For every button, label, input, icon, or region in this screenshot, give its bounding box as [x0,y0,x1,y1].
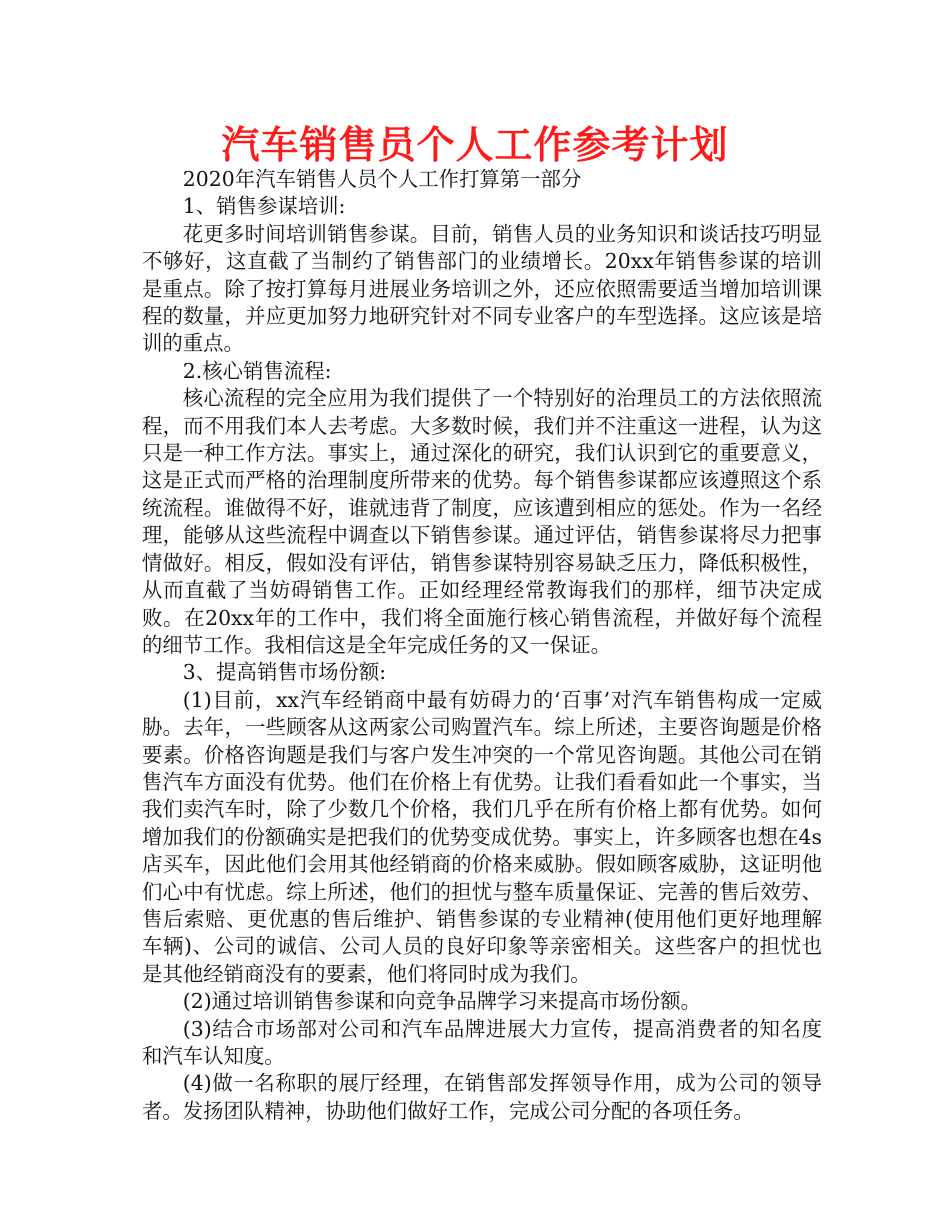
market-share-item-4: (4)做一名称职的展厅经理，在销售部发挥领导作用，成为公司的领导者。发扬团队精神，协助他们做好工作，完成公司分配的各项任务。 [142,1071,822,1123]
document-title: 汽车销售员个人工作参考计划 [221,123,729,167]
market-share-item-2: (2)通过培训销售参谋和向竞争品牌学习来提高市场份额。 [182,989,702,1014]
plan-subtitle: 2020年汽车销售人员个人工作打算第一部分 [182,167,582,191]
section-heading-training: 1、销售参谋培训: [182,194,346,219]
market-share-item-1: (1)目前，xx汽车经销商中最有妨碍力的‘百事’对汽车销售构成一定威胁。去年，一些顾客从这两家公司购置汽车。综上所述，主要咨询题是价格要素。价格咨询题是我们与客户发生冲突的一个常见咨询题。其他公司在销售汽车方面没有优势。他们在价格上有优势。让我们看看如此一个事实，当我们卖汽车时，除了少数几个价格，我们几乎在所有价格上都有优势。如何增加我们的份额确实是把我们的优势变成优势。事实上，许多顾客也想在4s店买车，因此他们会用其他经销商的价格来威胁。假如顾客威胁，这证明他们心中有忧虑。综上所述，他们的担忧与整车质量保证、完善的售后效劳、售后索赔、更优惠的售后维护、销售参谋的专业精神(使用他们更好地理解车辆)、公司的诚信、公司人员的良好印象等亲密相关。这些客户的担忧也是其他经销商没有的要素，他们将同时成为我们。 [142,687,822,986]
market-share-item-3: (3)结合市场部对公司和汽车品牌进展大力宣传，提高消费者的知名度和汽车认知度。 [142,1016,822,1068]
section-heading-process: 2.核心销售流程: [182,358,332,383]
section-body-training: 花更多时间培训销售参谋。目前，销售人员的业务知识和谈话技巧明显不够好，这直截了当制约了销售部门的业绩增长。20xx年销售参谋的培训是重点。除了按打算每月进展业务培训之外，还应依照需要适当增加培训课程的数量，并应更加努力地研究针对不同专业客户的车型选择。这应该是培训的重点。 [142,221,822,356]
section-body-process: 核心流程的完全应用为我们提供了一个特别好的治理员工的方法依照流程，而不用我们本人去考虑。大多数时候，我们并不注重这一进程，认为这只是一种工作方法。事实上，通过深化的研究，我们认识到它的重要意义，这是正式而严格的治理制度所带来的优势。每个销售参谋都应该遵照这个系统流程。谁做得不好，谁就违背了制度，应该遭到相应的惩处。作为一名经理，能够从这些流程中调查以下销售参谋。通过评估，销售参谋将尽力把事情做好。相反，假如没有评估，销售参谋特别容易缺乏压力，降低积极性，从而直截了当妨碍销售工作。正如经理经常教诲我们的那样，细节决定成败。在20xx年的工作中，我们将全面施行核心销售流程，并做好每个流程的细节工作。我相信这是全年完成任务的又一保证。 [142,386,822,657]
document-body [142,166,822,1125]
section-heading-market-share: 3、提高销售市场份额: [182,660,387,685]
